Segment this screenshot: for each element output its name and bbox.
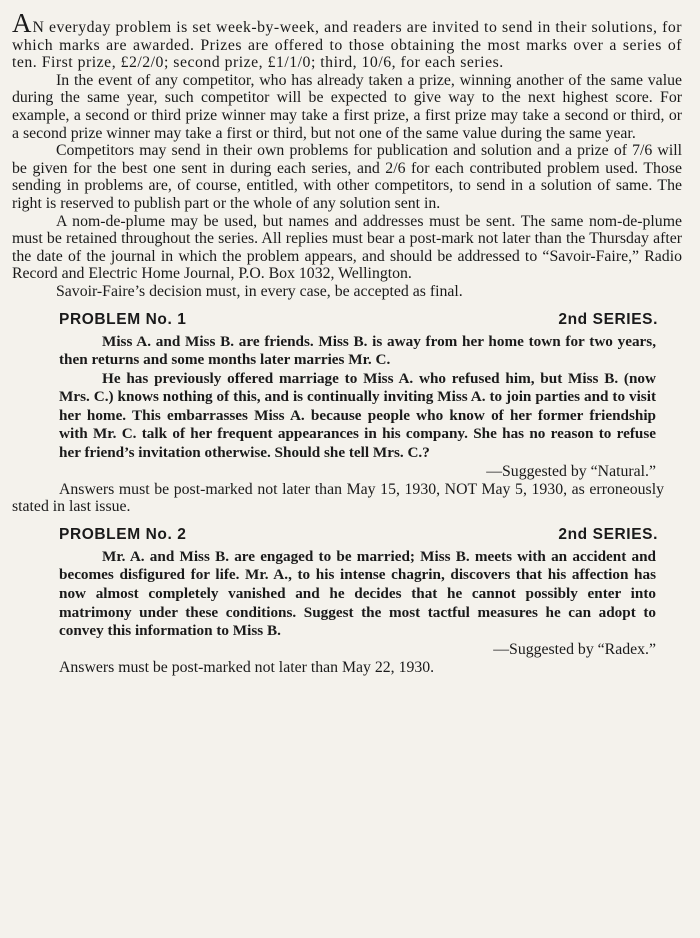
rules-paragraph-4: A nom-de-plume may be used, but names and addresses must be sent. The same nom-de-plume must be retained throughout the series. All replies must bear a post-mark not later than the Thursday after the date of the journal in which the problem appears, and should be addressed to “Savoir-Faire,” Radio Record and Electric Home Journal, P.O. Box 1032, Wellington. [12, 212, 682, 283]
rules-paragraph-2: In the event of any competitor, who has already taken a prize, winning another of the same value during the same year, such competitor will be expected to give way to the next highest score. For example, a second or third prize winner may take a first prize, a first prize may take a second or third, or a second prize winner may take a first or third, but not one of the same value during the same year. [12, 71, 682, 142]
problem-1-body [59, 333, 656, 463]
rules-paragraph-5: Savoir-Faire’s decision must, in every case, be accepted as final. [56, 282, 463, 300]
problem-2-series: 2nd SERIES. [558, 525, 658, 543]
problem-2-suggested-by: —Suggested by “Radex.” [493, 640, 656, 658]
problem-1-paragraph-2: He has previously offered marriage to Miss A. who refused him, but Miss B. (now Mrs. C.) knows nothing of this, and is continually inviting Miss A. to join parties and to visit her home. This embarrasses Miss A. because people who know of her former friendship with Mr. C. talk of her frequent appearances in his company. She has no reason to refuse her friend’s invitation otherwise. Should she tell Mrs. C.? [59, 369, 656, 462]
rules-paragraph-3: Competitors may send in their own problems for publication and solution and a prize of 7/6 will be given for the best one sent in during each series, and 2/6 for each contributed problem used. Those sending in problems are, of course, entitled, with other competitors, to send in a solution of same. The right is reserved to publish part or the whole of any solution sent in. [12, 142, 682, 212]
problem-2 [12, 526, 682, 677]
problem-2-answers-deadline: Answers must be post-marked not later than May 22, 1930. [59, 658, 435, 676]
problem-1-title: PROBLEM No. 1 [59, 310, 187, 328]
problem-2-paragraph-1: Mr. A. and Miss B. are engaged to be married; Miss B. meets with an accident and becomes disfigured for life. Mr. A., to his intense chagrin, discovers that his affection has now almost completely vanished and he decides that he cannot possibly enter into matrimony under these conditions. Suggest the most tactful measures he can adopt to convey this information to Miss B. [59, 547, 656, 640]
problem-1-series: 2nd SERIES. [558, 310, 658, 328]
problem-2-title: PROBLEM No. 2 [59, 525, 187, 543]
problem-1-suggested-by: —Suggested by “Natural.” [486, 462, 656, 480]
problem-1-heading [12, 311, 682, 329]
rules-paragraph-1: AN everyday problem is set week-by-week, and readers are invited to send in their solutions, for which marks are awarded. Prizes are offered to those obtaining the most marks over a series of ten. First prize, £2/2/0; second prize, £1/1/0; third, 10/6, for each series. [12, 8, 682, 72]
problem-1-paragraph-1: Miss A. and Miss B. are friends. Miss B. is away from her home town for two years, then returns and some months later marries Mr. C. [59, 332, 656, 369]
problem-1-answers-deadline: Answers must be post-marked not later than May 15, 1930, NOT May 5, 1930, as erroneously stated in last issue. [12, 480, 664, 516]
drop-cap: A [12, 8, 32, 38]
problem-2-body [59, 548, 656, 641]
problem-1 [12, 311, 682, 516]
problem-2-heading [12, 526, 682, 544]
competition-rules [12, 8, 682, 301]
